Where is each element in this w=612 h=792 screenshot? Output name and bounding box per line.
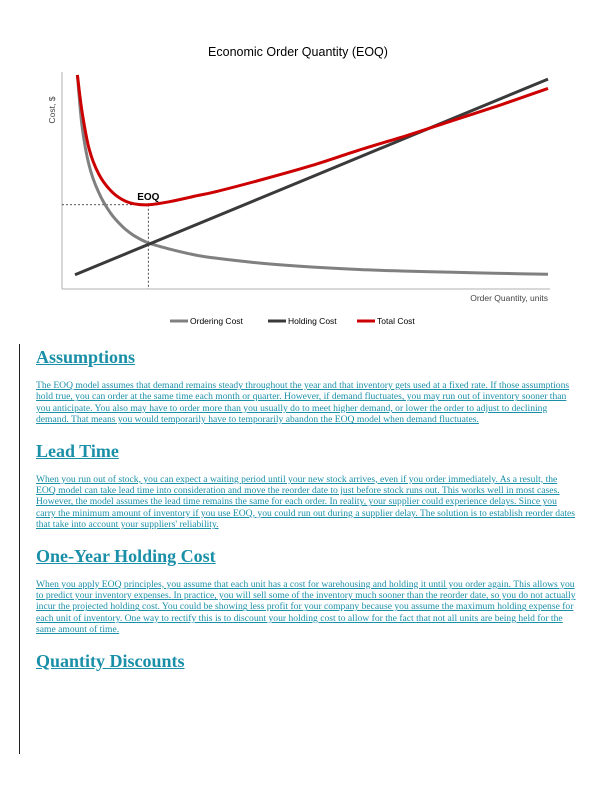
heading-quantity-discounts[interactable]: Quantity Discounts — [36, 650, 185, 671]
paragraph-lead-time[interactable]: When you run out of stock, you can expect a waiting period until your new stock arrives, even if you order immediately. As a result, the EOQ model can take lead time into consideration and move the reorder date to just before stock runs out. This works well in most cases. However, the model assumes the lead time remains the same for each order. In reality, your supplier could experience delays. Since you carry the minimum amount of inventory if you use EOQ, you could run out during a supplier delay. The solution is to establish reorder dates that take into account your suppliers' reliability. — [36, 473, 576, 531]
legend-label-ordering: Ordering Cost — [190, 316, 243, 326]
legend-label-holding: Holding Cost — [288, 316, 337, 326]
y-axis-label: Cost, $ — [47, 96, 57, 124]
left-margin-rule — [19, 344, 20, 754]
legend-label-total: Total Cost — [377, 316, 415, 326]
heading-lead-time[interactable]: Lead Time — [36, 440, 119, 461]
heading-assumptions[interactable]: Assumptions — [36, 347, 136, 367]
section-quantity-discounts — [36, 650, 576, 672]
eoq-annotation: EOQ — [137, 191, 160, 203]
total-cost-line — [77, 75, 548, 205]
paragraph-assumptions[interactable]: The EOQ model assumes that demand remains steady throughout the year and that inventory gets used at a fixed rate. If those assumptions hold true, you can order at the same time each month or quarter. However, if demand fluctuates, you may run out of inventory sooner than you anticipate. You also may have to order more than you usually do to meet higher demand, or lower the order to adjust to declining demand. That means you would temporarily have to temporarily abandon the EOQ model when demand fluctuates. — [36, 380, 570, 426]
paragraph-holding-cost[interactable]: When you apply EOQ principles, you assume that each unit has a cost for warehousing and holding it until you order again. This allows you to predict your inventory expenses. In practice, you will sell some of the inventory much sooner than the reorder date, so you do not actually incur the projected holding cost. You could be showing less profit for your company because you assume the maximum holding expense for each unit of inventory. One way to rectify this is to discount your holding cost to allow for the fact that not all units are being held for the same amount of time. — [36, 578, 576, 636]
section-lead-time — [36, 440, 576, 531]
chart-title: Economic Order Quantity (EOQ) — [208, 45, 388, 59]
section-assumptions — [36, 346, 576, 426]
holding-cost-line — [75, 79, 548, 275]
chart-legend — [170, 316, 415, 326]
article-body — [36, 346, 576, 684]
heading-holding-cost[interactable]: One-Year Holding Cost — [36, 545, 216, 566]
eoq-chart — [0, 0, 612, 340]
section-holding-cost — [36, 545, 576, 636]
x-axis-label: Order Quantity, units — [470, 293, 548, 303]
